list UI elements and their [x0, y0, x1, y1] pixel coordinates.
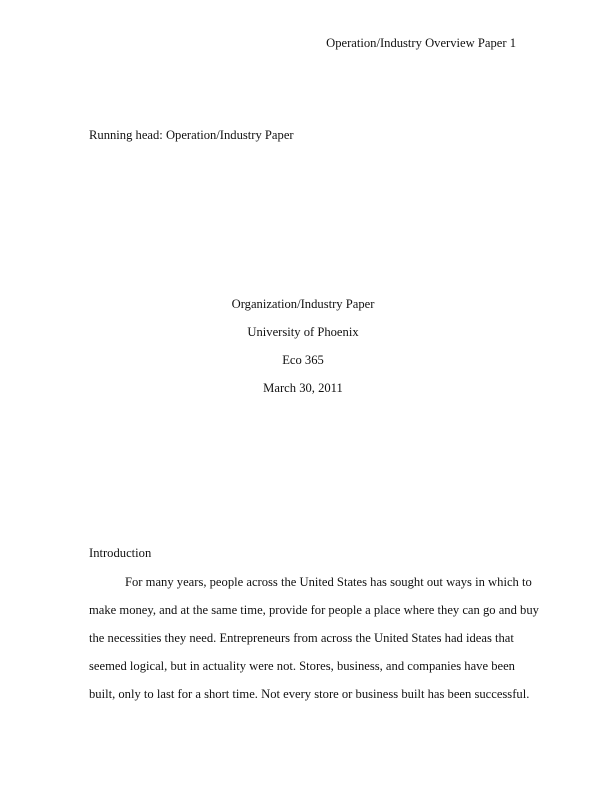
title-block	[0, 295, 606, 407]
paper-date: March 30, 2011	[263, 381, 343, 395]
running-head: Running head: Operation/Industry Paper	[89, 128, 294, 142]
paragraph-line: make money, and at the same time, provide for people a place where they can go and buy	[89, 603, 539, 617]
paragraph-line: For many years, people across the United States has sought out ways in which to	[125, 575, 532, 589]
paragraph-line: built, only to last for a short time. Not every store or business built has been successful.	[89, 687, 530, 701]
paragraph-line: the necessities they need. Entrepreneurs from across the United States had ideas that	[89, 631, 514, 645]
page-header: Operation/Industry Overview Paper 1	[326, 36, 516, 50]
paragraph-line: seemed logical, but in actuality were not. Stores, business, and companies have been	[89, 659, 515, 673]
institution-name: University of Phoenix	[247, 325, 359, 339]
section-heading: Introduction	[89, 546, 152, 560]
course-name: Eco 365	[282, 353, 324, 367]
body-paragraph	[89, 573, 539, 713]
paper-title: Organization/Industry Paper	[231, 297, 375, 311]
